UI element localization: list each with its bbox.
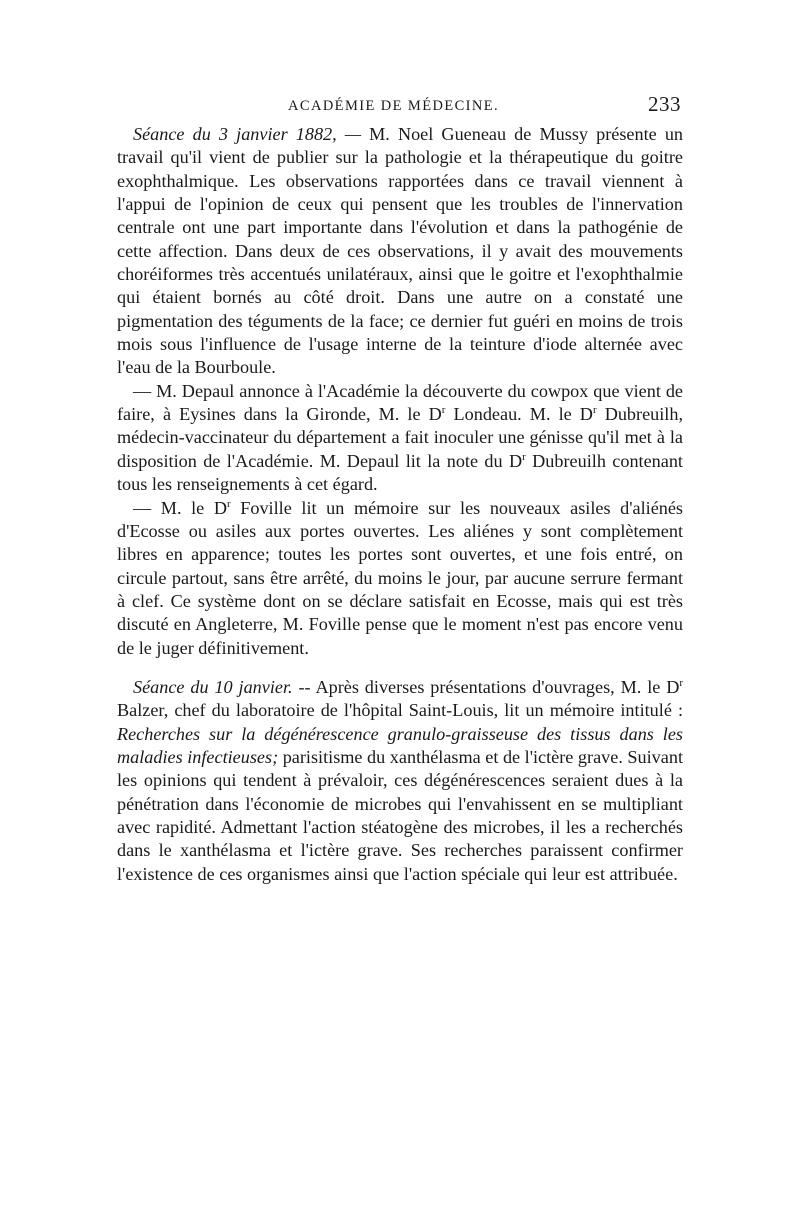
paragraph-text: Dubreuilh, médecin-vaccinateur du département a fait inoculer une génisse qu'il met à la disposition de l'Académie. M. Depaul lit la note du D [117, 404, 684, 471]
paragraph-foville [117, 497, 683, 660]
superscript: r [679, 676, 684, 689]
running-title: ACADÉMIE DE MÉDECINE. [288, 98, 500, 114]
paragraph-seance-3-janvier [117, 123, 683, 380]
memoir-title: Recherches sur la dégénérescence granulo-graisseuse des tissus dans les maladies infectieuses; [117, 723, 683, 767]
paragraph-text: Balzer, chef du laboratoire de l'hôpital Saint-Louis, lit un mémoire intitulé : [117, 700, 683, 721]
paragraph-text: parisitisme du xanthélasma et de l'ictère grave. Suivant les opinions qui tendent à prévaloir, ces dégénérescences seraient dues à la pénétration dans l'économie de microbes qui l'envahissent en se multipliant avec rapidité. Admettant l'action stéatogène des microbes, il les a recherchés dans le xanthélasma et l'ictère grave. Ses recherches paraissent confirmer l'existence de ces organismes ainsi que l'action spéciale qui leur est attribuée. [117, 746, 683, 884]
paragraph-text: — M. le D [133, 497, 227, 518]
superscript: r [226, 497, 231, 510]
page-header [0, 92, 800, 126]
paragraph-text: Dubreuilh contenant tous les renseignements à cet égard. [117, 450, 683, 495]
paragraph-text: -- Après diverses présentations d'ouvrages, M. le D [292, 676, 680, 697]
superscript: r [441, 404, 446, 417]
superscript: r [592, 404, 597, 417]
page-number: 233 [648, 92, 681, 116]
paragraph-depaul [117, 380, 683, 497]
superscript: r [522, 450, 526, 463]
page-body [117, 123, 683, 886]
paragraph-text: Londeau. M. le D [445, 404, 593, 425]
paragraph-text: M. Noel Gueneau de Mussy présente un travail qu'il vient de publier sur la pathologie et la thérapeutique du goitre exophthalmique. Les observations rapportées dans ce travail viennent à l'appui de l'opinion de ceux qui pensent que les troubles de l'innervation centrale ont une part importante dans l'évolution et dans la pathogénie de cette affection. Dans deux de ces observations, il y avait des mouvements choréiformes très accentués unilatéraux, ainsi que le goitre et l'exophthalmie qui étaient bornés au côté droit. Dans une autre on a constaté une pigmentation des téguments de la face; ce dernier fut guéri en moins de trois mois sous l'influence de l'usage interne de la teinture d'iode alternée avec l'eau de la Bourboule. [117, 124, 684, 378]
session-heading: Séance du 3 janvier 1882, — [133, 124, 361, 144]
session-heading: Séance du 10 janvier. [133, 676, 293, 697]
paragraph-text: Foville lit un mémoire sur les nouveaux asiles d'aliénés d'Ecosse ou asiles aux portes ouvertes. Les aliénes y sont complètement libres en apparence; toutes les portes sont ouvertes, et une fois entré, on circule partout, sans être arrêté, du moins le jour, par aucune serrure fermant à clef. Ce système dont on se déclare satisfait en Ecosse, mais qui est très discuté en Angleterre, M. Foville pense que le moment n'est pas encore venu de le juger définitivement. [117, 497, 684, 658]
paragraph-seance-10-janvier [117, 676, 683, 886]
paragraph-text: — M. Depaul annonce à l'Académie la découverte du cowpox que vient de faire, à Eysines dans la Gironde, M. le D [117, 380, 683, 425]
